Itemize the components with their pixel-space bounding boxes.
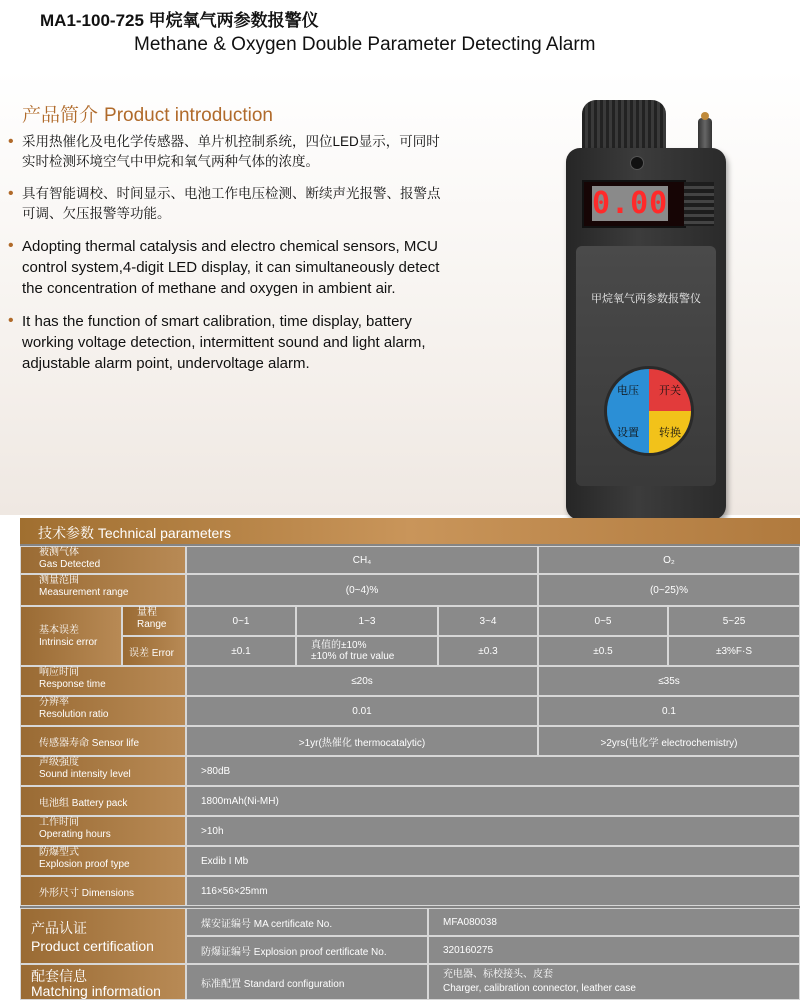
error-cell: ±0.5: [538, 636, 668, 666]
row-label-certification: 产品认证 Product certification: [20, 908, 186, 964]
intro-heading-cn: 产品简介: [22, 105, 99, 126]
tech-heading-bar: [20, 518, 800, 544]
error-cell: ±3%F·S: [668, 636, 800, 666]
switch-key: 转换: [649, 411, 691, 453]
alarm-lamp-icon: [630, 156, 644, 170]
response-o2: ≤35s: [538, 666, 800, 696]
device-face-panel: [576, 246, 716, 486]
sub-label-range: 量程 Range: [122, 606, 186, 636]
row-label-response: 响应时间 Response time: [20, 666, 186, 696]
range-cell: 5~25: [668, 606, 800, 636]
range-cell: 3~4: [438, 606, 538, 636]
range-o2: (0~25)%: [538, 574, 800, 606]
range-cell: 0~5: [538, 606, 668, 636]
row-label-resolution: 分辨率 Resolution ratio: [20, 696, 186, 726]
display-value: 0.00: [592, 186, 669, 221]
device-image: [566, 100, 726, 520]
resolution-ch4: 0.01: [186, 696, 538, 726]
bullet-dot-icon: •: [8, 237, 14, 254]
technical-parameters-table: [20, 518, 800, 1000]
settings-key: 设置: [607, 411, 649, 453]
error-cell: ±0.1: [186, 636, 296, 666]
error-cell: ±0.3: [438, 636, 538, 666]
sound-value: >80dB: [186, 756, 800, 786]
bullet-text: 具有智能调校、时间显示、电池工作电压检测、断续声光报警、报警点可调、欠压报警等功能。: [22, 186, 441, 221]
intro-bullet: [8, 132, 448, 172]
device-knob: [582, 100, 666, 152]
intro-bullet: [8, 311, 448, 374]
intro-heading: [22, 100, 273, 127]
gas-o2: O₂: [538, 546, 800, 574]
sensor-ch4: >1yr(热催化 thermocatalytic): [186, 726, 538, 756]
intro-heading-en: Product introduction: [104, 105, 274, 126]
battery-value: 1800mAh(Ni-MH): [186, 786, 800, 816]
error-cell: 真值的±10% ±10% of true value: [296, 636, 438, 666]
device-keypad: [604, 366, 694, 456]
led-display: [582, 180, 686, 228]
row-label-hours: 工作时间 Operating hours: [20, 816, 186, 846]
ex-cert-value: 320160275: [428, 936, 800, 964]
response-ch4: ≤20s: [186, 666, 538, 696]
speaker-vent: [684, 182, 714, 226]
row-label-matching: 配套信息 Matching information: [20, 964, 186, 1000]
range-cell: 1~3: [296, 606, 438, 636]
intro-bullet: [8, 184, 448, 224]
row-label-gas: 被测气体 Gas Detected: [20, 546, 186, 574]
power-key: 开关: [649, 369, 691, 411]
row-label-range: 测量范围 Measurement range: [20, 574, 186, 606]
tech-heading: 技术参数 Technical parameters: [38, 525, 231, 541]
matching-value: 充电器、标校接头、皮套 Charger, calibration connector, leather case: [428, 964, 800, 1000]
ma-cert-value: MFA080038: [428, 908, 800, 936]
device-body: [566, 148, 726, 520]
row-label-battery: 电池组 Battery pack: [20, 786, 186, 816]
voltage-key: 电压: [607, 369, 649, 411]
resolution-o2: 0.1: [538, 696, 800, 726]
ex-cert-label: 防爆证编号 Explosion proof certificate No.: [186, 936, 428, 964]
gas-ch4: CH₄: [186, 546, 538, 574]
dimensions-value: 116×56×25mm: [186, 876, 800, 906]
device-face-label: 甲烷氧气两参数报警仪: [591, 293, 701, 305]
bullet-dot-icon: •: [8, 312, 14, 329]
page-title-cn: MA1-100-725 甲烷氧气两参数报警仪: [40, 11, 319, 30]
row-label-sound: 声级强度 Sound intensity level: [20, 756, 186, 786]
row-label-dimensions: 外形尺寸 Dimensions: [20, 876, 186, 906]
range-ch4: (0~4)%: [186, 574, 538, 606]
page-title-en: Methane & Oxygen Double Parameter Detecting Alarm: [134, 34, 596, 55]
bullet-dot-icon: •: [8, 185, 14, 202]
bullet-text: 采用热催化及电化学传感器、单片机控制系统，四位LED显示，可同时实时检测环境空气中甲烷和氧气两种气体的浓度。: [22, 134, 440, 169]
explosion-value: Exdib I Mb: [186, 846, 800, 876]
intro-bullet: [8, 236, 448, 299]
row-label-intrinsic: 基本误差 Intrinsic error: [20, 606, 122, 666]
row-label-sensor: 传感器寿命 Sensor life: [20, 726, 186, 756]
matching-label: 标准配置 Standard configuration: [186, 964, 428, 1000]
hours-value: >10h: [186, 816, 800, 846]
bullet-dot-icon: •: [8, 133, 14, 150]
intro-bullets: [8, 132, 448, 386]
sub-label-error: 误差 Error: [122, 636, 186, 666]
bullet-text: Adopting thermal catalysis and electro chemical sensors, MCU control system,4-digit LED display, it can simultaneously detect the concentration of methane and oxygen in ambient air.: [22, 238, 440, 297]
ma-cert-label: 煤安证编号 MA certificate No.: [186, 908, 428, 936]
sensor-o2: >2yrs(电化学 electrochemistry): [538, 726, 800, 756]
row-label-explosion: 防爆型式 Explosion proof type: [20, 846, 186, 876]
bullet-text: It has the function of smart calibration, time display, battery working voltage detection, intermittent sound and light alarm, adjustable alarm point, undervoltage alarm.: [22, 313, 426, 372]
range-cell: 0~1: [186, 606, 296, 636]
product-intro-section: [0, 70, 800, 515]
